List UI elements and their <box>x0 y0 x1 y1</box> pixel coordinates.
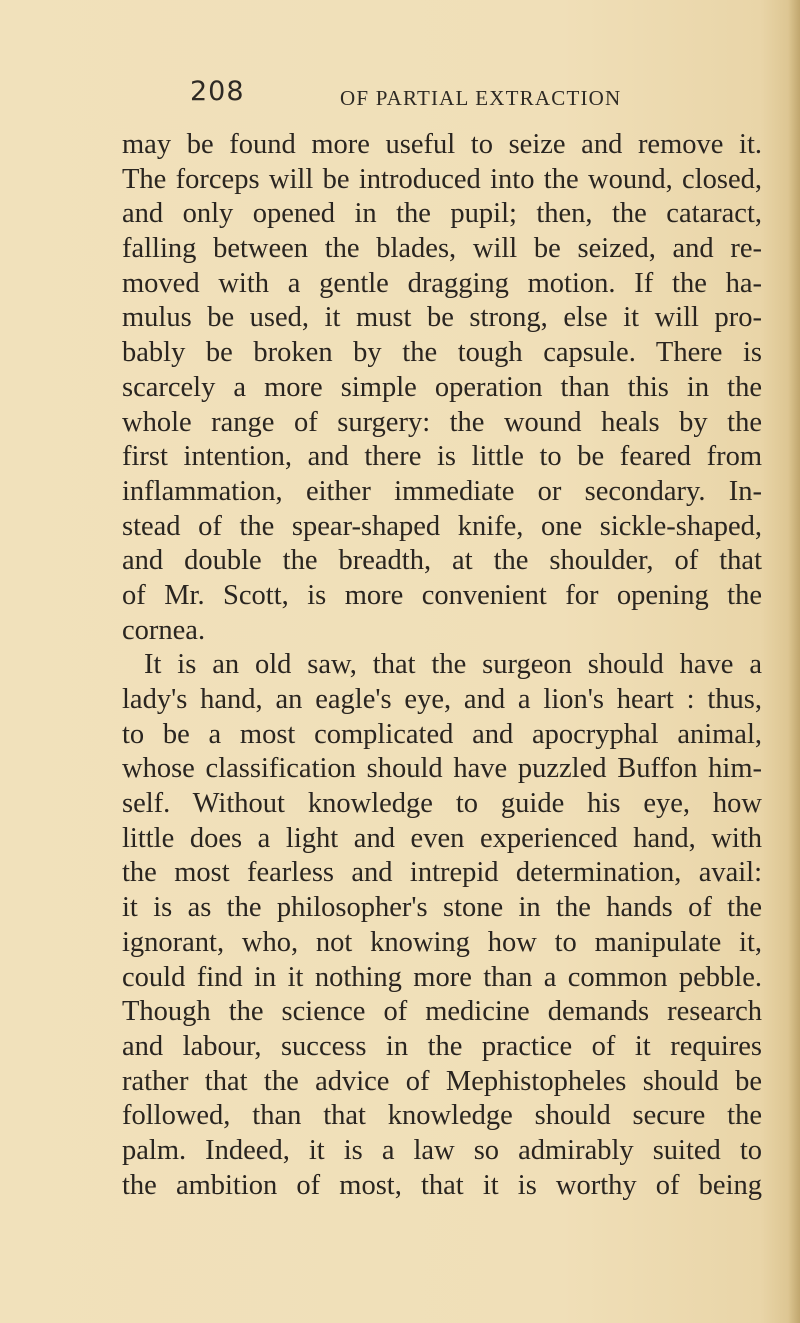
text-line: and only opened in the pupil; then, the cataract, <box>122 198 762 230</box>
text-line: Though the science of medicine demands research <box>122 996 762 1028</box>
text-line: cornea. <box>122 614 206 646</box>
text-line: first intention, and there is little to be feared from <box>122 441 762 473</box>
text-line: followed, than that knowledge should secure the <box>122 1100 762 1132</box>
text-line: could find in it nothing more than a common pebble. <box>122 961 762 993</box>
running-title: OF PARTIAL EXTRACTION <box>340 86 622 110</box>
text-line: inflammation, either immediate or secondary. In- <box>122 475 762 507</box>
text-line: bably be broken by the tough capsule. There is <box>122 337 762 369</box>
text-line: rather that the advice of Mephistopheles should be <box>122 1065 762 1097</box>
text-line: to be a most complicated and apocryphal animal, <box>122 718 762 750</box>
text-line: The forceps will be introduced into the wound, closed, <box>122 163 762 195</box>
text-line: mulus be used, it must be strong, else it will pro- <box>122 302 762 334</box>
page-number: 208 <box>190 76 245 107</box>
text-line: whose classification should have puzzled Buffon him- <box>122 753 762 785</box>
text-line: and labour, success in the practice of it requires <box>122 1030 762 1062</box>
text-line-paragraph-start: It is an old saw, that the surgeon should have a <box>144 649 762 681</box>
text-line: whole range of surgery: the wound heals by the <box>122 406 762 438</box>
text-line: palm. Indeed, it is a law so admirably suited to <box>122 1134 762 1166</box>
text-line: and double the breadth, at the shoulder, of that <box>122 545 762 577</box>
running-head <box>190 76 750 112</box>
text-line: moved with a gentle dragging motion. If the ha- <box>122 267 762 299</box>
text-line: stead of the spear-shaped knife, one sickle-shaped, <box>122 510 762 542</box>
text-line: little does a light and even experienced hand, with <box>122 822 762 854</box>
text-line: lady's hand, an eagle's eye, and a lion's heart : thus, <box>122 684 762 715</box>
body-text <box>122 128 762 1203</box>
text-line: may be found more useful to seize and remove it. <box>122 129 762 160</box>
text-line: the most fearless and intrepid determination, avail: <box>122 857 762 889</box>
text-line: of Mr. Scott, is more convenient for opening the <box>122 579 762 611</box>
text-line: ignorant, who, not knowing how to manipulate it, <box>122 926 762 958</box>
text-line: self. Without knowledge to guide his eye, how <box>122 788 762 820</box>
page-edge-shadow <box>788 0 800 1323</box>
text-line: the ambition of most, that it is worthy of being <box>122 1169 762 1201</box>
text-line: it is as the philosopher's stone in the hands of the <box>122 892 762 924</box>
text-line: falling between the blades, will be seized, and re- <box>122 233 762 265</box>
text-line: scarcely a more simple operation than this in the <box>122 371 762 403</box>
